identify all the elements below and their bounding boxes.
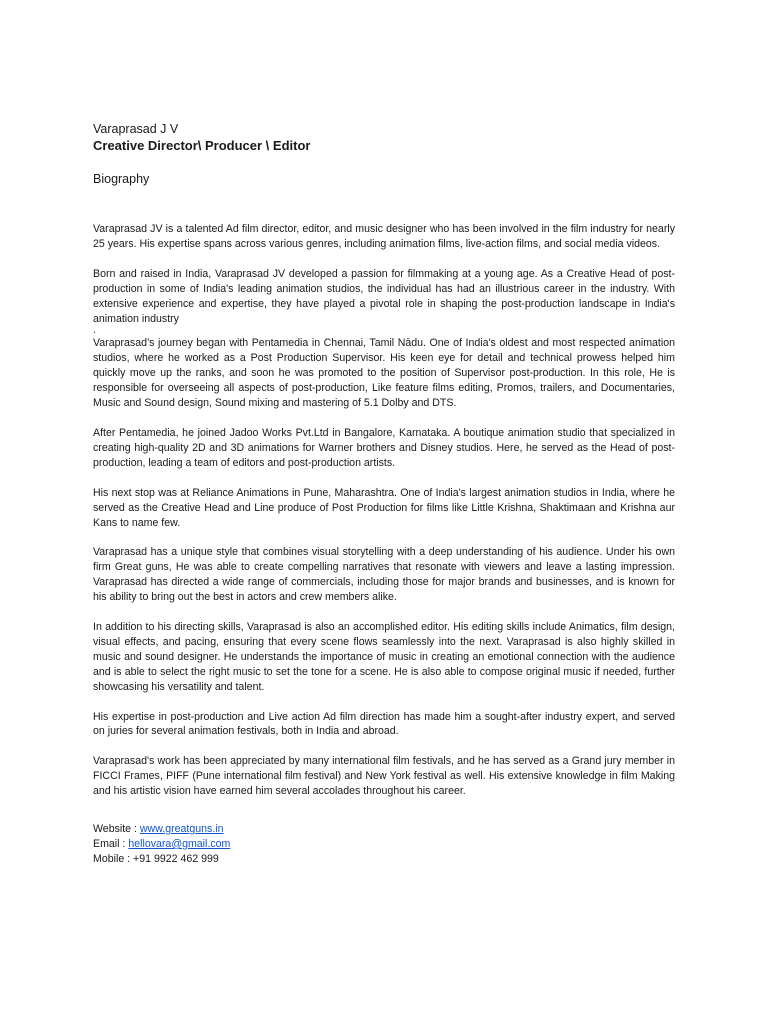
website-link[interactable]: www.greatguns.in bbox=[139, 823, 224, 836]
person-name: Varaprasad J V bbox=[93, 122, 179, 136]
paragraph-intro: Varaprasad JV is a talented Ad film director, editor, and music designer who has been involved in the film industry for nearly 25 years. His expertise spans across various genres, including animation films, live-action films, and social media videos. bbox=[93, 223, 675, 250]
separator-dot: . bbox=[93, 324, 96, 337]
mobile-number: +91 9922 462 999 bbox=[133, 852, 219, 865]
biography-body bbox=[93, 222, 675, 799]
paragraph-background: Born and raised in India, Varaprasad JV developed a passion for filmmaking at a young age. As a Creative Head of post-production in some of India's leading animation studios, the individual has had an illustrious career in the industry. With extensive experience and expertise, they have played a pivotal role in shaping the post-production landscape in India's animation industry bbox=[93, 267, 675, 325]
paragraph-pentamedia: Varaprasad’s journey began with Pentamedia in Chennai, Tamil Nādu. One of India's oldest and most respected animation studios, where he worked as a Post Production Supervisor. His keen eye for detail and technical prowess helped him quickly move up the ranks, and soon he was promoted to the position of Supervisor post-production. In this role, He is responsible for overseeing all aspects of post-production, Like feature films editing, Promos, trailers, and Documentaries, Music and Sound design, Sound mixing and mastering of 5.1 Dolby and DTS. bbox=[93, 337, 675, 410]
website-label: Website : bbox=[93, 823, 140, 836]
paragraph-expertise: His expertise in post-production and Live action Ad film direction has made him a sought-after industry expert, and served on juries for several animation festivals, both in India and abroad. bbox=[93, 710, 675, 738]
contact-block bbox=[93, 822, 675, 866]
paragraph-style: Varaprasad has a unique style that combines visual storytelling with a deep understanding of his audience. Under his own firm Great guns, He was able to create compelling narratives that resonate with viewers and leave a lasting impression. Varaprasad has directed a wide range of commercials, including those for major brands and businesses, and is known for his ability to bring out the best in actors and crew members alike. bbox=[93, 546, 675, 604]
mobile-line bbox=[93, 852, 675, 867]
email-link[interactable]: hellovara@gmail.com bbox=[128, 837, 231, 850]
paragraph-editing: In addition to his directing skills, Varaprasad is also an accomplished editor. His editing skills include Animatics, film design, visual effects, and pacing, ensuring that every scene flows seamlessly into the next. Varaprasad is also highly skilled in music and sound designer. He understands the importance of music in creating an emotional connection with the audience and is able to select the right music to set the tone for a scene. He is also able to compose original music if needed, further showcasing his versatility and talent. bbox=[93, 621, 675, 693]
job-title: Creative Director\ Producer \ Editor bbox=[93, 138, 311, 153]
paragraph-jadoo-works: After Pentamedia, he joined Jadoo Works Pvt.Ltd in Bangalore, Karnataka. A boutique animation studio that specialized in creating high-quality 2D and 3D animations for Warner brothers and Disney studios. Here, he served as the Head of post-production, leading a team of editors and post-production artists. bbox=[93, 426, 675, 469]
section-heading: Biography bbox=[93, 172, 150, 186]
website-line bbox=[93, 822, 675, 837]
email-line bbox=[93, 837, 675, 852]
mobile-label: Mobile : bbox=[93, 852, 134, 865]
email-label: Email : bbox=[93, 837, 129, 850]
paragraph-recognition: Varaprasad's work has been appreciated by many international film festivals, and he has served as a Grand jury member in FICCI Frames, PIFF (Pune international film festival) and New York festival as well. His extensive knowledge in film Making and his artistic vision have earned him several accolades throughout his career. bbox=[93, 755, 675, 798]
paragraph-reliance: His next stop was at Reliance Animations in Pune, Maharashtra. One of India's largest animation studios in India, where he served as the Creative Head and Line produce of Post Production for films like Little Krishna, Shaktimaan and Krishna aur Kans to name few. bbox=[93, 486, 675, 529]
